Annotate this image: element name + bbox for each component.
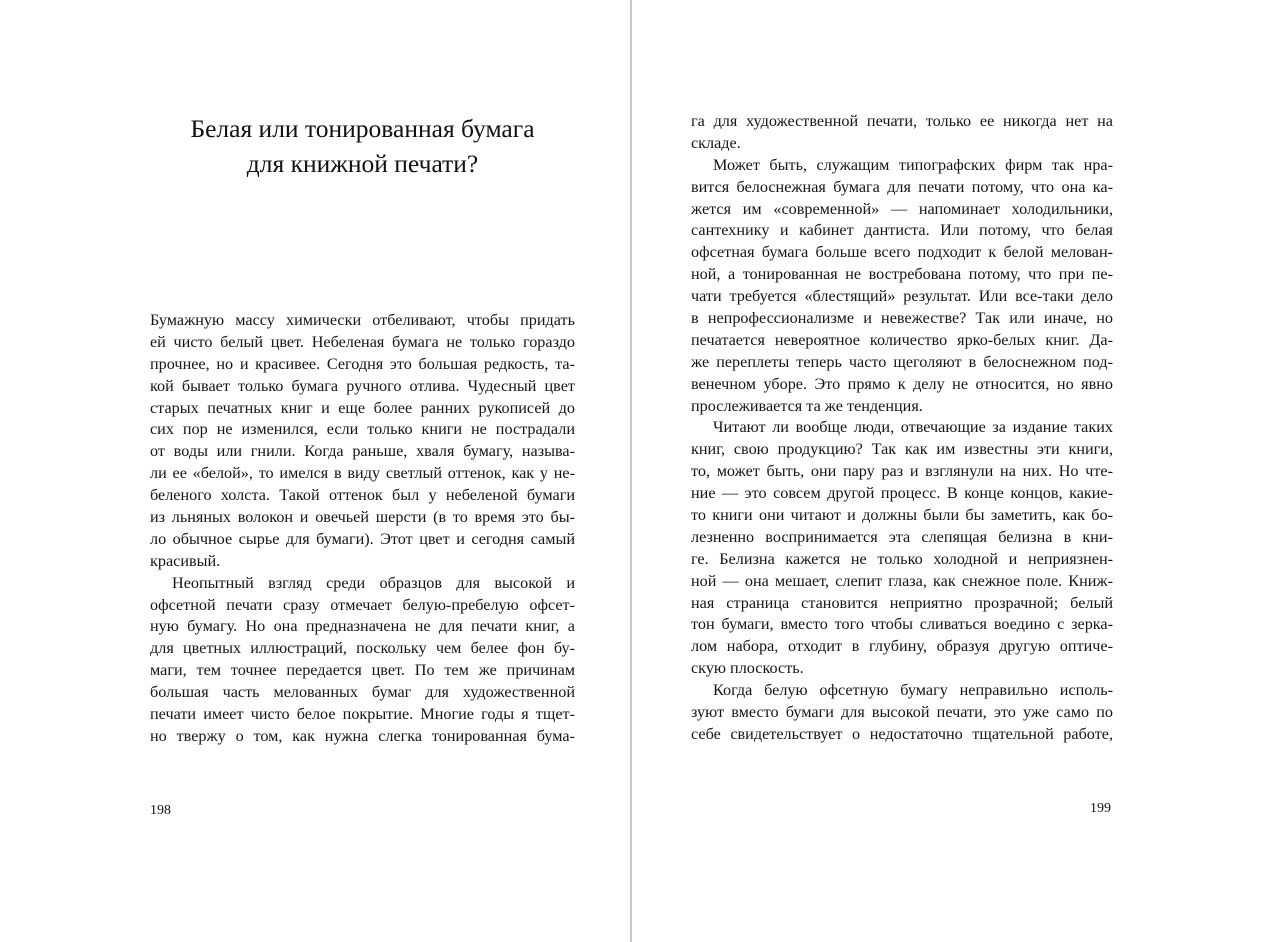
text-line: ге. Белизна кажется не только холодной и неприязнен- — [691, 549, 1113, 568]
page-number-left: 198 — [150, 803, 171, 818]
text-line: но твержу о том, как нужна слегка тонированная бума- — [150, 726, 575, 745]
text-line: вится белоснежная бумага для печати потому, что она ка- — [691, 177, 1113, 196]
text-line: старых печатных книг и еще более ранних рукописей до — [150, 398, 575, 417]
chapter-title-line: для книжной печати? — [246, 149, 479, 178]
text-line: зуют вместо бумаги для высокой печати, это уже само по — [691, 703, 1113, 722]
text-line: от воды или гнили. Когда раньше, хваля бумагу, называ- — [150, 442, 575, 461]
text-line: ной, а тонированная не востребована потому, что при пе- — [691, 265, 1113, 284]
text-line: большая часть мелованных бумаг для художественной — [150, 683, 575, 702]
text-line: ли ее «белой», то имелся в виду светлый оттенок, как у не- — [150, 464, 575, 483]
text-line: Читают ли вообще люди, отвечающие за издание таких — [713, 418, 1113, 437]
text-line: маги, тем точнее передается цвет. По тем же причинам — [150, 661, 575, 680]
text-line: себе свидетельствует о недостаточно тщательной работе, — [691, 724, 1113, 743]
text-line: ная страница становится неприятно прозрачной; белый — [691, 593, 1113, 612]
text-line: печати имеет чисто белое покрытие. Многие годы я тщет- — [150, 705, 575, 724]
text-line: то, может быть, они пару раз и взглянули на них. Но чте- — [691, 462, 1113, 481]
text-line: же переплеты теперь часто щеголяют в белоснежном под- — [691, 352, 1113, 371]
text-line: Может быть, служащим типографских фирм так нра- — [713, 155, 1113, 174]
text-line: офсетная бумага больше всего подходит к белой мелован- — [691, 243, 1113, 262]
text-line: ной — она мешает, слепит глаза, как снежное поле. Книж- — [691, 571, 1113, 590]
text-line: жется им «современной» — напоминает холодильники, — [691, 199, 1113, 218]
text-line: Когда белую офсетную бумагу неправильно исполь- — [713, 681, 1113, 700]
text-line: тон бумаги, вместо того чтобы сливаться воедино с зерка- — [691, 615, 1113, 634]
text-line: Бумажную массу химически отбеливают, чтобы придать — [150, 311, 575, 329]
text-line: сантехнику и кабинет дантиста. Или потому, что белая — [691, 221, 1113, 240]
text-line: лезненно воспринимается эта слепящая белизна в кни- — [691, 527, 1113, 546]
text-line: сих пор не изменился, если только книги не пострадали — [150, 420, 575, 439]
chapter-title-line: Белая или тонированная бумага — [190, 114, 535, 143]
text-line: ло обычное сырье для бумаги). Этот цвет и сегодня самый — [150, 529, 575, 548]
text-line: ную бумагу. Но она предназначена не для печати книг, а — [150, 617, 575, 636]
text-line: беленого холста. Такой оттенок был у небеленой бумаги — [150, 486, 575, 505]
right-body-text — [691, 111, 1113, 746]
text-line: прочнее, но и красивее. Сегодня это большая редкость, та- — [150, 354, 575, 373]
text-line: чати требуется «блестящий» результат. Или все-таки дело — [691, 287, 1113, 306]
text-line: складе. — [691, 133, 741, 152]
text-line: красивый. — [150, 551, 221, 570]
text-line: то книги они читают и должны были бы заметить, как бо- — [691, 506, 1113, 525]
text-line: ей чисто белый цвет. Небеленая бумага не только гораздо — [150, 332, 575, 351]
text-line: Неопытный взгляд среди образцов для высокой и — [172, 573, 575, 592]
text-line: из льняных волокон и овечьей шерсти (в то время это бы- — [150, 508, 575, 527]
text-line: га для художественной печати, только ее никогда нет на — [691, 112, 1113, 130]
text-line: книг, свою продукцию? Так как им известны эти книги, — [691, 440, 1113, 459]
text-line: венечном уборе. Это прямо к делу не относится, но явно — [691, 374, 1113, 393]
text-line: офсетной печати сразу отмечает белую-пребелую офсет- — [150, 595, 575, 614]
text-line: для цветных иллюстраций, поскольку чем белее фон бу- — [150, 639, 575, 658]
text-line: печатается невероятное количество ярко-белых книг. Да- — [691, 330, 1113, 349]
page-number-right: 199 — [1090, 801, 1111, 816]
text-line: кой бывает только бумага ручного отлива. Чудесный цвет — [150, 376, 575, 395]
text-line: прослеживается та же тенденция. — [691, 396, 923, 415]
text-line: лом набора, отходит в глубину, образуя другую оптиче- — [691, 637, 1113, 656]
text-line: в непрофессионализме и невежестве? Так или иначе, но — [691, 309, 1113, 328]
text-line: ние — это совсем другой процесс. В конце концов, какие- — [691, 484, 1113, 503]
text-line: скую плоскость. — [691, 659, 804, 678]
